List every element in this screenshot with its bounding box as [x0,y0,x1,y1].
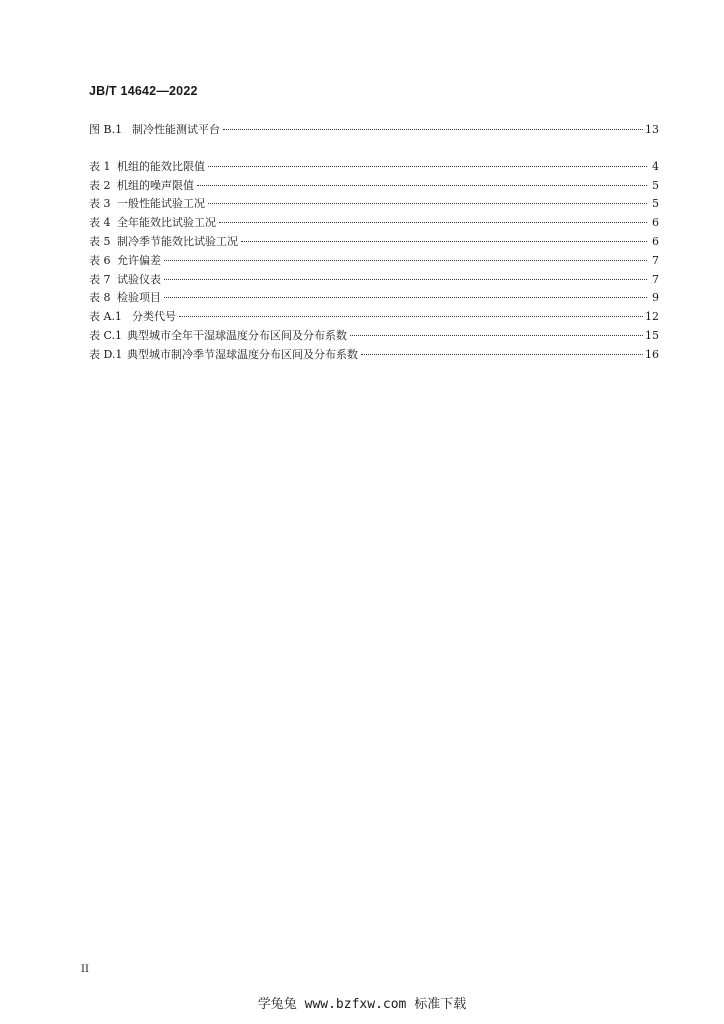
entry-title: 机组的噪声限值 [117,178,194,192]
entry-number: 表 1 [89,159,111,173]
dot-leader [361,354,643,355]
entry-title: 制冷性能测试平台 [132,123,220,136]
entry-number: 表 6 [89,253,111,267]
dot-leader [350,335,643,336]
document-code: JB/T 14642—2022 [89,84,198,98]
entry-title: 机组的能效比限值 [117,159,205,173]
entry-number: 图 B.1 [89,123,123,136]
toc-entry-table[interactable] [89,327,659,346]
entry-title: 制冷季节能效比试验工况 [117,234,238,248]
entry-page: 12 [645,310,659,324]
dot-leader [208,203,647,204]
table-of-contents [89,121,659,365]
toc-entry-table[interactable] [89,233,659,252]
entry-title: 典型城市全年干湿球温度分布区间及分布系数 [127,328,347,342]
toc-entry-table[interactable] [89,252,659,271]
entry-number: 表 3 [89,197,111,211]
entry-title: 分类代号 [132,310,176,324]
entry-title: 试验仪表 [117,272,161,286]
toc-entry-table[interactable] [89,308,659,327]
dot-leader [241,241,647,242]
entry-page: 4 [652,159,659,173]
entry-number: 表 5 [89,234,111,248]
toc-entry-table[interactable] [89,177,659,196]
entry-number: 表 C.1 [89,328,123,342]
entry-title: 全年能效比试验工况 [117,216,216,230]
entry-number: 表 7 [89,272,111,286]
entry-title: 允许偏差 [117,253,161,267]
dot-leader [164,297,647,298]
entry-title: 一般性能试验工况 [117,197,205,211]
section-gap [89,140,659,158]
entry-page: 7 [652,272,659,286]
entry-page: 5 [652,178,659,192]
dot-leader [164,279,647,280]
dot-leader [223,129,643,130]
toc-entry-figure[interactable] [89,121,659,140]
entry-number: 表 8 [89,291,111,305]
entry-number: 表 A.1 [89,310,122,324]
toc-entry-table[interactable] [89,214,659,233]
entry-title: 检验项目 [117,291,161,305]
page-number: II [81,964,89,975]
entry-page: 7 [652,253,659,267]
entry-number: 表 4 [89,216,111,230]
entry-page: 9 [652,291,659,305]
entry-page: 6 [652,234,659,248]
dot-leader [197,185,647,186]
dot-leader [179,316,643,317]
toc-entry-table[interactable] [89,195,659,214]
toc-entry-table[interactable] [89,158,659,177]
dot-leader [208,166,647,167]
entry-title: 典型城市制冷季节湿球温度分布区间及分布系数 [127,347,358,361]
entry-page: 15 [645,328,659,342]
footer-watermark-text: 学兔兔 www.bzfxw.com 标准下载 [257,997,467,1012]
entry-number: 表 D.1 [89,347,123,361]
entry-page: 5 [652,197,659,211]
dot-leader [219,222,647,223]
toc-entry-table[interactable] [89,271,659,290]
toc-entry-table[interactable] [89,289,659,308]
entry-page: 16 [645,347,659,361]
dot-leader [164,260,647,261]
entry-number: 表 2 [89,178,111,192]
entry-page: 6 [652,216,659,230]
toc-entry-table[interactable] [89,346,659,365]
entry-page: 13 [645,123,659,136]
